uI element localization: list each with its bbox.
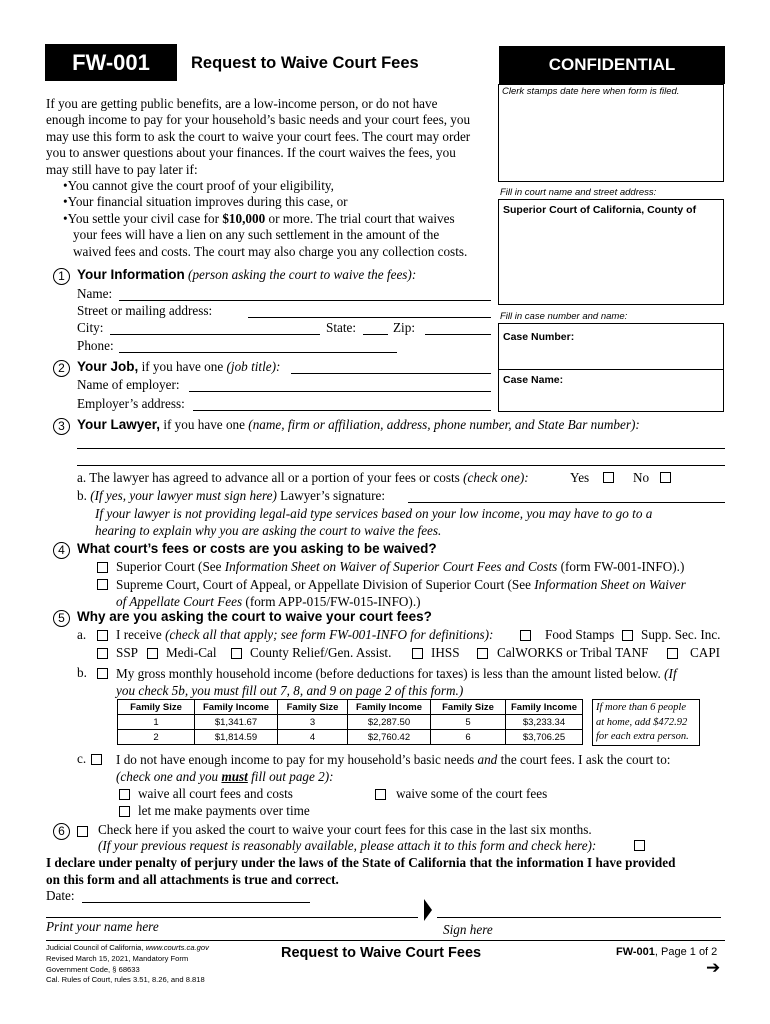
state-label: State:: [326, 320, 357, 335]
s5b-checkbox[interactable]: [97, 668, 108, 679]
county-relief-checkbox[interactable]: [231, 648, 242, 659]
ssi-label: Supp. Sec. Inc.: [641, 627, 721, 642]
section-2-number: 2: [53, 360, 70, 377]
ssp-label: SSP: [116, 645, 139, 660]
clerk-stamp-hint: Clerk stamps date here when form is filed.: [502, 86, 680, 97]
table-row: 2 $1,814.59 4 $2,760.42 6 $3,706.25: [118, 730, 583, 745]
section-5-heading: Why are you asking the court to waive your court fees?: [77, 609, 432, 624]
zip-field[interactable]: [425, 334, 491, 335]
section-4-number: 4: [53, 542, 70, 559]
clerk-stamp-box: [498, 84, 724, 182]
case-name-label: Case Name:: [503, 374, 564, 386]
ihss-label: IHSS: [431, 645, 460, 660]
capi-checkbox[interactable]: [667, 648, 678, 659]
lawyer-signature-field[interactable]: [408, 502, 725, 503]
sign-here-arrow-icon: [424, 899, 432, 921]
calworks-label: CalWORKS or Tribal TANF: [497, 645, 649, 660]
declaration: I declare under penalty of perjury under the laws of the State of California that the information I have provided on this form and all attachments is true and correct.: [46, 855, 676, 887]
sign-here-label: Sign here: [443, 922, 493, 937]
s5b-label: b.: [77, 665, 87, 680]
lawyer-field-line-2[interactable]: [77, 465, 725, 466]
s5b-text: My gross monthly household income (before deductions for taxes) is less than the amount listed below. (If you check 5b, you must fill out 7, 8, and 9 on page 2 of this form.): [116, 666, 677, 698]
s5c-checkbox[interactable]: [91, 754, 102, 765]
footer-rule: [46, 940, 725, 941]
section-3-heading: Your Lawyer, if you have one (name, firm or affiliation, address, phone number, and State Bar number):: [77, 417, 640, 432]
s6-text: Check here if you asked the court to waive your court fees for this case in the last six months.: [98, 822, 592, 837]
section-2-heading: Your Job, if you have one (job title):: [77, 359, 281, 374]
section-5-number: 5: [53, 610, 70, 627]
employer-address-field[interactable]: [193, 410, 491, 411]
s5a-label: a.: [77, 627, 87, 642]
lawyer-signature-label: b. (If yes, your lawyer must sign here) Lawyer’s signature:: [77, 488, 386, 503]
phone-label: Phone:: [77, 338, 114, 353]
lawyer-advance-question: a. The lawyer has agreed to advance all or a portion of your fees or costs (check one):: [77, 470, 529, 485]
lawyer-field-line-1[interactable]: [77, 448, 725, 449]
state-field[interactable]: [363, 334, 388, 335]
lawyer-advance-yes-checkbox[interactable]: [603, 472, 614, 483]
capi-label: CAPI: [690, 645, 721, 660]
calworks-checkbox[interactable]: [477, 648, 488, 659]
confidential-banner: CONFIDENTIAL: [499, 46, 725, 84]
waive-all-label: waive all court fees and costs: [138, 786, 293, 801]
county-relief-label: County Relief/Gen. Assist.: [250, 645, 392, 660]
section-4-heading: What court’s fees or costs are you asking to be waived?: [77, 541, 437, 556]
print-name-label: Print your name here: [46, 919, 159, 934]
waive-some-checkbox[interactable]: [375, 789, 386, 800]
form-id-box: FW-001: [45, 44, 177, 81]
extra-person-note: If more than 6 people at home, add $472.92 for each extra person.: [592, 699, 700, 746]
waive-some-label: waive some of the court fees: [396, 786, 548, 801]
medi-cal-checkbox[interactable]: [147, 648, 158, 659]
job-title-field[interactable]: [291, 373, 491, 374]
footer-title: Request to Waive Court Fees: [281, 945, 482, 961]
form-title: Request to Waive Court Fees: [191, 54, 419, 72]
income-table: [117, 699, 583, 745]
intro-text: If you are getting public benefits, are a low-income person, or do not have enough income to pay for your household’s basic needs and your court fees, you may use this form to ask the court to waive your court fees. The court may order you to answer questions about your finances. If the court waives the fees, you may still have to pay later if: •You cannot give the court proof of your eligibility, •Your financial situation improves during this case, or •You settle your civil case for $10,000 or more. The trial court that waives your fees will have a lien on any such settlement in the amount of the waived fees and costs. The court may also charge you any collection costs.: [46, 96, 471, 259]
name-label: Name:: [77, 286, 113, 301]
street-field[interactable]: [248, 317, 491, 318]
street-label: Street or mailing address:: [77, 303, 213, 318]
section-1-number: 1: [53, 268, 70, 285]
section-3-number: 3: [53, 418, 70, 435]
food-stamps-checkbox[interactable]: [520, 630, 531, 641]
s5a-text: I receive (check all that apply; see form FW-001-INFO for definitions):: [116, 627, 494, 642]
case-hint: Fill in case number and name:: [500, 311, 628, 322]
payments-label: let me make payments over time: [138, 803, 310, 818]
court-name-hint: Fill in court name and street address:: [500, 187, 657, 198]
name-field[interactable]: [119, 300, 491, 301]
superior-court-checkbox[interactable]: [97, 562, 108, 573]
food-stamps-label: Food Stamps: [545, 627, 615, 642]
lawyer-advance-no: No: [633, 470, 650, 485]
date-label: Date:: [46, 888, 75, 903]
lawyer-note: If your lawyer is not providing legal-aid type services based on your low income, you may have to go to a hearing to explain why you are asking the court to waive the fees.: [95, 506, 653, 538]
phone-field[interactable]: [119, 352, 397, 353]
city-field[interactable]: [110, 334, 320, 335]
case-number-label: Case Number:: [503, 331, 575, 343]
s5c-label: c.: [77, 751, 87, 766]
employer-address-label: Employer’s address:: [77, 396, 185, 411]
section-1-heading: Your Information (person asking the court to waive the fees):: [77, 267, 417, 282]
next-page-arrow-icon: ➔: [706, 958, 721, 977]
medi-cal-label: Medi-Cal: [166, 645, 217, 660]
s6-hint: (If your previous request is reasonably available, please attach it to this form and check here):: [98, 838, 597, 853]
ssi-checkbox[interactable]: [622, 630, 633, 641]
supreme-court-checkbox[interactable]: [97, 579, 108, 590]
city-label: City:: [77, 320, 104, 335]
ssp-checkbox[interactable]: [97, 648, 108, 659]
table-row: 1 $1,341.67 3 $2,287.50 5 $3,233.34: [118, 715, 583, 730]
income-table-header: Family Size Family Income Family Size Family Income Family Size Family Income: [118, 700, 583, 715]
court-name-label: Superior Court of California, County of: [503, 204, 697, 216]
section-6-number: 6: [53, 823, 70, 840]
print-name-field[interactable]: [46, 917, 418, 918]
lawyer-advance-yes: Yes: [570, 470, 590, 485]
ihss-checkbox[interactable]: [412, 648, 423, 659]
prior-request-attached-checkbox[interactable]: [634, 840, 645, 851]
s5a-checkbox[interactable]: [97, 630, 108, 641]
lawyer-advance-no-checkbox[interactable]: [660, 472, 671, 483]
footer-page: FW-001, Page 1 of 2: [616, 946, 718, 958]
employer-field[interactable]: [189, 391, 491, 392]
payments-checkbox[interactable]: [119, 806, 130, 817]
supreme-court-option: Supreme Court, Court of Appeal, or Appellate Division of Superior Court (See Information Sheet on Waiver of Appellate Court Fees (form APP-015/FW-015-INFO).): [116, 577, 686, 609]
prior-request-checkbox[interactable]: [77, 826, 88, 837]
signature-field[interactable]: [437, 917, 721, 918]
footer-citations: Judicial Council of California, www.courts.ca.gov Revised March 15, 2021, Mandatory Form Government Code, § 68633 Cal. Rules of Court, rules 3.51, 8.26, and 8.818: [46, 943, 209, 985]
date-field[interactable]: [82, 902, 310, 903]
s5c-text: I do not have enough income to pay for my household’s basic needs and the court fees. I ask the court to: (check one and you must fill out page 2):: [116, 752, 671, 784]
zip-label: Zip:: [393, 320, 415, 335]
employer-label: Name of employer:: [77, 377, 180, 392]
waive-all-checkbox[interactable]: [119, 789, 130, 800]
superior-court-option: Superior Court (See Information Sheet on Waiver of Superior Court Fees and Costs (form FW-001-INFO).): [116, 559, 685, 574]
